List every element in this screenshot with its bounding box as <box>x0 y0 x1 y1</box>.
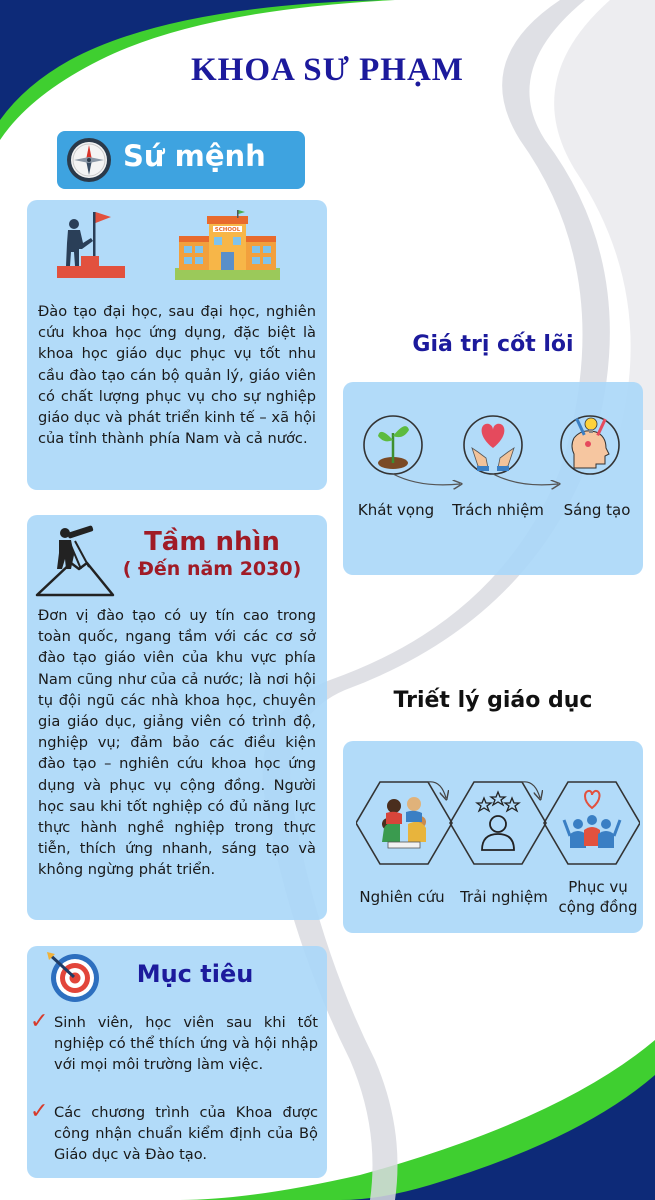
stars-person-icon <box>477 792 519 850</box>
sprout-icon <box>378 426 409 469</box>
mission-header <box>57 131 305 189</box>
school-building-icon <box>175 210 280 280</box>
creative-head-icon <box>572 418 609 468</box>
telescope-person-icon <box>35 523 115 598</box>
goals-heading: Mục tiêu <box>136 960 254 988</box>
mission-text: Đào tạo đại học, sau đại học, nghiên cứu khoa học ứng dụng, đặc biệt là khoa học giáo dục phục vụ tốt nhu cầu đào tạo cán bộ quản lý, giáo viên có chất lượng phục vụ cho sự nghiệp giáo dục và phát triển kinh tế – xã hội của tỉnh thành phía Nam và cả nước. <box>38 303 316 448</box>
philosophy-label: Trải nghiệm <box>460 888 548 906</box>
philosophy-flow <box>356 780 640 866</box>
community-heart-icon <box>564 791 620 848</box>
goal-item: Các chương trình của Khoa được công nhận chuẩn kiểm định của Bộ Giáo dục và Đào tạo. <box>54 1104 318 1164</box>
goal-item: Sinh viên, học viên sau khi tốt nghiệp có thể thích ứng và hội nhập với mọi môi trường làm việc. <box>54 1014 319 1074</box>
vision-heading: Tầm nhìn <box>144 527 280 557</box>
philosophy-label: Phục vụ cộng đồng <box>558 878 638 916</box>
flag-climber-icon <box>55 208 127 280</box>
group-study-icon <box>382 797 426 848</box>
page-title: KHOA SƯ PHẠM <box>191 52 464 88</box>
mission-heading: Sứ mệnh <box>123 139 266 173</box>
core-values-heading: Giá trị cốt lõi <box>412 332 574 357</box>
compass-icon <box>65 136 113 184</box>
check-icon: ✓ <box>30 1009 49 1034</box>
school-sign: SCHOOL <box>214 227 241 233</box>
vision-text: Đơn vị đào tạo có uy tín cao trong toàn quốc, ngang tầm với các cơ sở đào tạo giáo viên của khu vực phía Nam cũng như của cả nước; là nơi hội tụ đội ngũ các nhà khoa học, chuyên gia giáo dục, giảng viên có trình độ, nghiệp vụ; đảm bảo các điều kiện đào tạo – nghiên cứu khoa học ứng dụng và phục vụ cộng đồng. Người học sau khi tốt nghiệp có đủ năng lực thực hành nghề nghiệp trong thực tiễn, thích ứng nhanh, sáng tạo và không ngừng phát triển. <box>38 607 316 879</box>
philosophy-heading: Triết lý giáo dục <box>393 688 593 713</box>
value-label: Sáng tạo <box>563 501 631 519</box>
philosophy-label: Nghiên cứu <box>359 888 445 906</box>
target-arrow-icon <box>45 950 100 1005</box>
value-label: Khát vọng <box>357 501 435 519</box>
core-values-flow <box>360 408 630 490</box>
vision-subheading: ( Đến năm 2030) <box>122 558 302 580</box>
value-label: Trách nhiệm <box>452 501 544 519</box>
heart-hands-icon <box>472 424 514 471</box>
check-icon: ✓ <box>30 1099 49 1124</box>
